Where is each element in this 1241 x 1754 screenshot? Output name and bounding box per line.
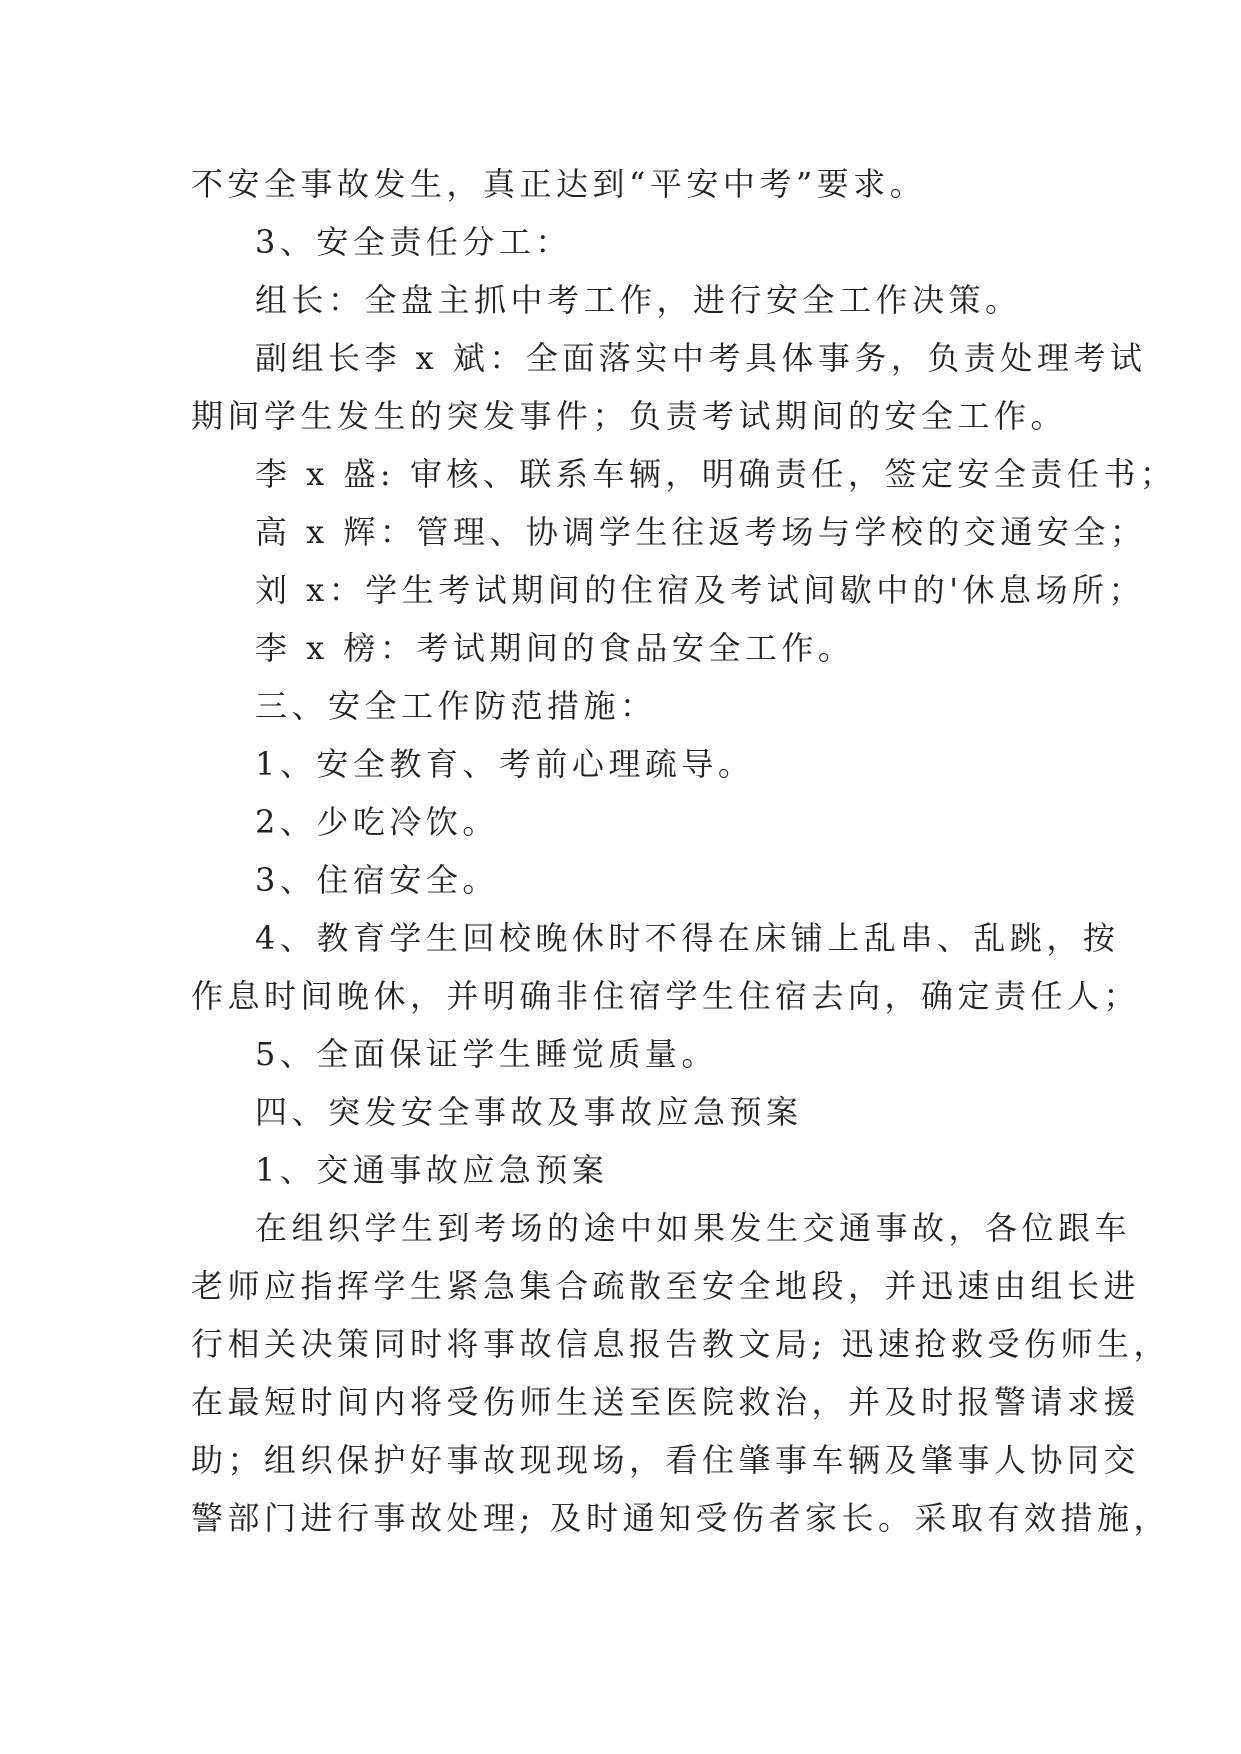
list-item: 2、少吃冷饮。 [255,803,499,841]
text-line: 作息时间晚休，并明确非住宿学生住宿去向，确定责任人； [191,977,1141,1015]
text-line: 在最短时间内将受伤师生送至医院救治，并及时报警请求援 [191,1383,1141,1421]
section-heading: 四、突发安全事故及事故应急预案 [255,1093,803,1131]
text-line: 3、安全责任分工： [255,223,572,261]
text-line: 李 x 榜：考试期间的食品安全工作。 [255,629,855,667]
list-item: 3、住宿安全。 [255,861,499,899]
subsection-heading: 1、交通事故应急预案 [255,1151,609,1189]
section-heading: 三、安全工作防范措施： [255,687,657,725]
text-line: 在组织学生到考场的途中如果发生交通事故，各位跟车 [255,1209,1132,1247]
text-line: 副组长李 x 斌：全面落实中考具体事务，负责处理考试 [255,339,1147,377]
text-line: 李 x 盛: 审核、联系车辆，明确责任，签定安全责任书； [255,455,1177,493]
text-line: 不安全事故发生，真正达到“平安中考”要求。 [191,165,927,203]
text-line: 警部门进行事故处理; 及时通知受伤者家长。采取有效措施， [191,1499,1170,1537]
text-line: 组长：全盘主抓中考工作，进行安全工作决策。 [255,281,1022,319]
list-item: 1、安全教育、考前心理疏导。 [255,745,755,783]
text-line: 助；组织保护好事故现现场，看住肇事车辆及肇事人协同交 [191,1441,1141,1479]
text-line: 行相关决策同时将事故信息报告教文局; 迅速抢救受伤师生， [191,1325,1170,1363]
text-line: 高 x 辉：管理、协调学生往返考场与学校的交通安全； [255,513,1147,551]
text-line: 老师应指挥学生紧急集合疏散至安全地段，并迅速由组长进 [191,1267,1141,1305]
list-item: 4、教育学生回校晚休时不得在床铺上乱串、乱跳，按 [255,919,1120,957]
document-body [191,155,1177,1547]
text-line: 期间学生发生的突发事件；负责考试期间的安全工作。 [191,397,1068,435]
text-line: 刘 x：学生考试期间的住宿及考试间歇中的'休息场所； [255,571,1146,609]
list-item: 5、全面保证学生睡觉质量。 [255,1035,718,1073]
